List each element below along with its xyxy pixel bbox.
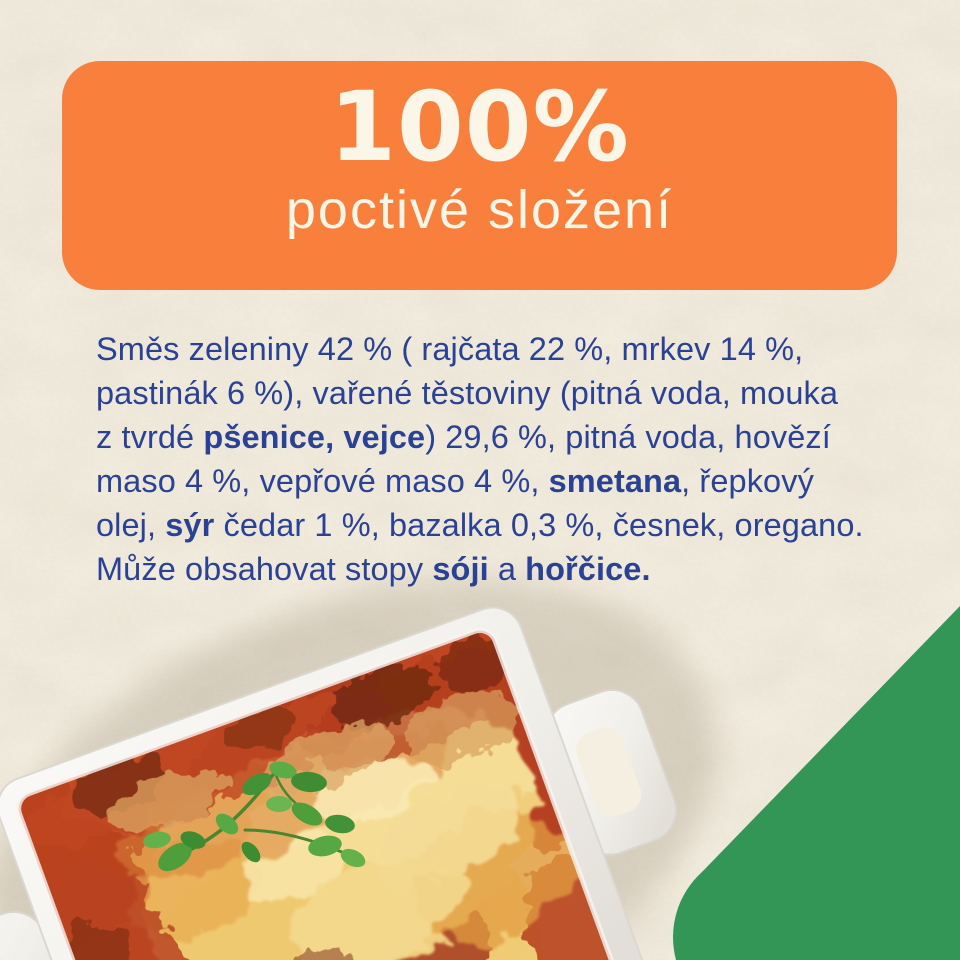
ingredients-text [96,327,886,591]
ingredient-allergen-bold: sýr [165,507,215,543]
ingredients-line [96,371,886,415]
ingredient-text: pastinák 6 %), vařené těstoviny (pitná voda, mouka [96,375,839,411]
banner-subtitle: poctivé složení [285,180,674,240]
ingredient-allergen-bold: pšenice, vejce [203,419,426,455]
ingredient-allergen-bold: hořčice. [525,551,651,587]
ingredients-line [96,459,886,503]
ingredient-text: maso 4 %, vepřové maso 4 %, [96,463,549,499]
ingredient-text: Může obsahovat stopy [96,551,433,587]
headline-banner [62,61,897,290]
ingredients-line [96,503,886,547]
ingredients-line [96,327,886,371]
banner-title: 100% [329,71,630,183]
ingredients-line [96,547,886,591]
ingredient-text: ) 29,6 %, pitná voda, hovězí [425,419,831,455]
ingredient-text: čedar 1 %, bazalka 0,3 %, česnek, oregano. [214,507,864,543]
ingredient-text: olej, [96,507,166,543]
ingredient-text: z tvrdé [96,419,204,455]
ingredient-allergen-bold: smetana [548,463,682,499]
ingredients-line [96,415,886,459]
ingredient-text: Směs zeleniny 42 % ( rajčata 22 %, mrkev 14 %, [96,331,804,367]
ingredient-allergen-bold: sóji [432,551,489,587]
ingredient-text: , řepkový [681,463,814,499]
ingredient-text: a [488,551,526,587]
